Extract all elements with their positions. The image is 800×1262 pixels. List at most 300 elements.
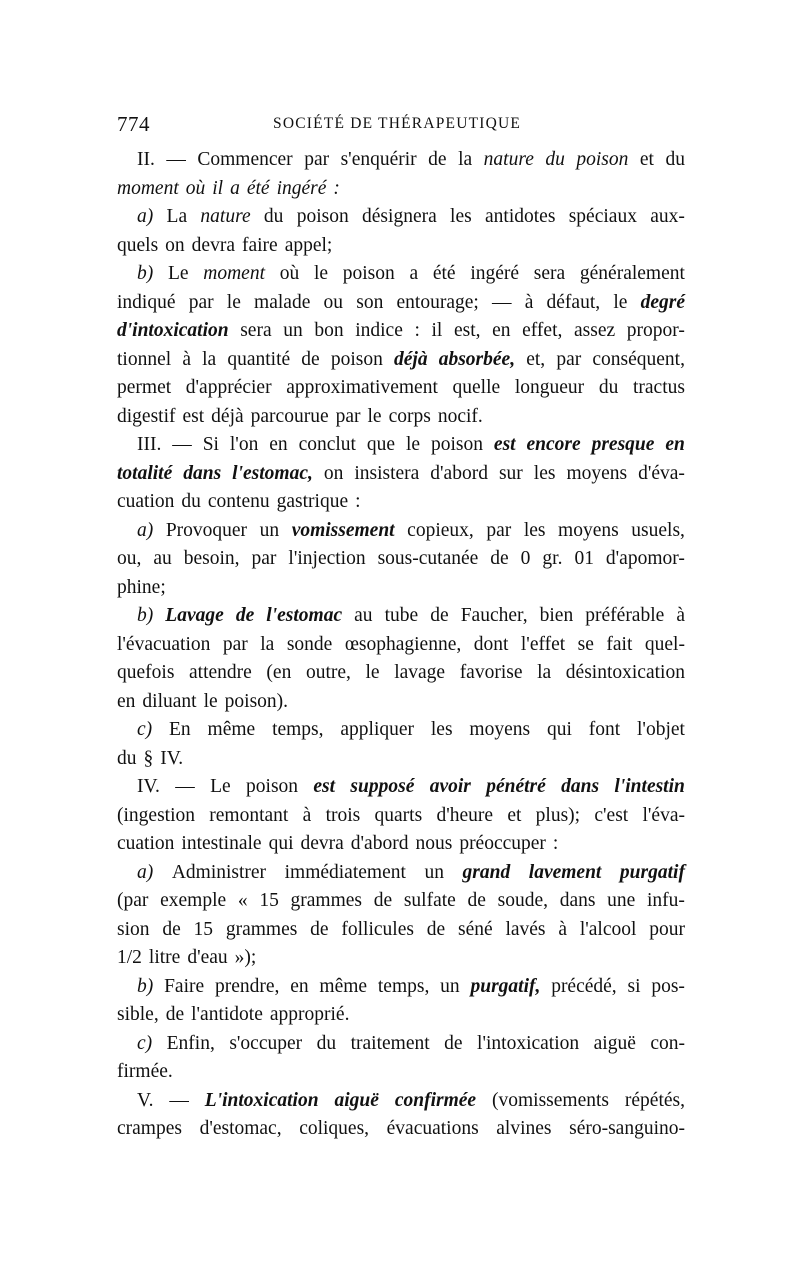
word: bon [314,320,344,341]
word: indiqué [117,291,176,313]
word: la [458,149,473,170]
word: crampes [117,1118,182,1139]
word: quefois [117,662,175,683]
word: nature [200,206,251,227]
word: sulfate [403,890,456,911]
word: son [356,291,384,313]
word: a [409,263,419,284]
word: — [175,776,195,797]
word: sible, [117,1004,159,1025]
word: d'eau [187,947,228,968]
word: temps, [272,719,324,740]
word: Faucher, [460,605,528,626]
word: en [269,434,288,455]
word: sonde [286,633,333,655]
word: défaut, [546,291,601,313]
word: con- [650,1032,685,1054]
word: en [290,975,309,997]
word: ou [323,291,344,313]
word: l'alcool [579,918,637,940]
word: le [365,662,380,683]
word: même [319,975,368,997]
text-line [117,460,685,489]
word: outre, [305,662,351,683]
word: 01 [574,548,594,569]
word: se [577,633,594,655]
text-line [117,289,685,318]
word: à [558,918,567,940]
word: Administrer [171,861,267,883]
word: § [143,747,154,769]
word: du [263,206,284,227]
word: traitement [350,1032,430,1054]
word: l'évacuation [117,633,211,655]
text-line [117,1087,685,1116]
text-line [117,203,685,232]
word: malade [254,291,311,313]
word: Enfin, [166,1032,215,1054]
word: que [366,434,396,455]
word: désintoxication [565,662,685,683]
word: poison [342,263,395,284]
word: insistera [354,462,420,484]
word: le [313,263,329,284]
word: conclut [298,434,356,455]
word: assez [573,320,616,341]
word: En [169,719,191,740]
word: déjà [211,405,244,427]
text-line [117,944,685,973]
word: c'est [594,804,629,826]
word: degré [640,291,685,313]
text-line [117,574,685,603]
word: l'éva- [642,804,685,826]
text-line [117,346,685,375]
word: par [222,633,248,655]
word: devra [191,234,235,256]
word: grammes [225,918,298,940]
word: « [237,890,248,911]
word: pénétré [486,776,546,797]
word: 0 [520,548,531,569]
word: désignera [362,206,437,227]
word: remontant [209,804,289,826]
word: avoir [429,776,471,797]
word: à [302,804,312,826]
word: indice [355,320,403,341]
word: poison [296,206,349,227]
word: et [639,149,654,170]
word: aiguë [593,1032,636,1054]
text-line [117,1030,685,1059]
word: le [226,291,241,313]
word: s'enquérir [340,149,417,170]
word: la [260,633,275,655]
text-line [117,773,685,802]
word: trois [325,804,361,826]
word: l'estomac [266,605,343,626]
word: a) [137,519,154,541]
word: sion [117,918,150,940]
word: où [279,263,300,284]
text-line [117,887,685,916]
word: ingéré [276,177,327,199]
word: plus); [535,804,581,826]
word: II. [137,149,155,170]
page-number: 774 [117,112,150,136]
word: moyens [558,519,619,541]
text-line [117,1058,685,1087]
word: Provoquer [165,519,248,541]
word: de [310,918,329,940]
word: par [251,548,277,569]
text-line [117,688,685,717]
word: lavage [394,662,446,683]
word: Commencer [197,149,293,170]
word: d'heure [436,804,494,826]
word: préférable [585,605,665,626]
word: il [431,320,443,341]
word: sera [533,263,566,284]
word: b) [137,605,154,626]
word: s'occuper [229,1032,303,1054]
word: — [172,434,192,455]
word: — [492,291,512,313]
word: dont [473,633,509,655]
word: quantité [227,348,291,370]
word: nature [483,149,534,170]
text-line [117,973,685,1002]
word: une [607,890,636,911]
text-line [117,232,685,261]
word: du [181,491,201,512]
word: par [335,405,361,427]
word: d'apomor- [605,548,685,569]
word: encore [526,434,581,455]
word: d'apprécier [185,377,272,398]
word: b) [137,975,154,997]
word: poison [330,348,383,370]
word: le [405,434,421,455]
word: est [493,434,516,455]
word: préoccuper [459,833,546,854]
word: bien [539,605,574,626]
word: un [283,320,303,341]
word: devra [300,833,344,854]
word: l'injection [288,548,366,569]
word: coliques, [299,1118,370,1139]
text-line [117,745,685,774]
word: au [354,605,373,626]
word: en [665,434,685,455]
word: précédé, [551,975,617,997]
word: grammes [290,890,363,911]
word: le [367,405,382,427]
word: effet, [522,320,563,341]
word: de [444,1032,463,1054]
word: spéciaux [568,206,637,227]
word: l'antidote [191,1004,263,1025]
word: a [230,177,240,199]
word: lavés [505,918,546,940]
word: III. [137,434,162,455]
word: d'abord [430,462,488,484]
word: est [313,776,336,797]
word: généralement [579,263,685,284]
word: nocif. [437,405,483,427]
word: et, [526,348,546,370]
text-line [117,317,685,346]
word: du [665,149,685,170]
word: copieux, [407,519,474,541]
word: quarts [374,804,423,826]
word: prendre, [214,975,280,997]
word: à [524,291,534,313]
word: d'éva- [638,462,685,484]
word: cuation [117,833,175,854]
word: presque [591,434,655,455]
word: d'estomac, [199,1118,282,1139]
word: pos- [651,975,685,997]
word: d'intoxication [117,320,229,341]
word: parcourue [250,405,329,427]
word: l'objet [637,719,685,740]
word: dans [559,890,596,911]
word: contenu [207,491,270,512]
word: confirmée [394,1089,477,1111]
word: permet [117,377,172,398]
word: l'intestin [614,776,685,797]
word: les [430,719,453,740]
word: et [507,804,522,826]
word: on [165,234,185,256]
text-line [117,260,685,289]
word: diluant [142,690,197,712]
word: corps [388,405,431,427]
word: les [450,206,472,227]
word: poison [430,434,483,455]
word: de [373,890,393,911]
word: attendre [189,662,252,683]
word: aux- [650,206,685,227]
word: gr. [542,548,563,569]
word: on [323,462,344,484]
word: aiguë [334,1089,379,1111]
word: de [467,890,486,911]
word: un [440,975,460,997]
word: sur [498,462,523,484]
word: dans [183,462,222,484]
word: supposé [350,776,415,797]
word: quels [117,234,159,256]
word: ou, [117,548,142,569]
word: poison). [224,690,289,712]
word: firmée. [117,1061,173,1082]
word: par [486,519,512,541]
word: phine; [117,576,166,598]
word: absorbée, [438,348,516,370]
word: par [188,291,214,313]
word: moyens [469,719,531,740]
word: de [428,149,447,170]
word: usuels, [631,519,685,541]
word: litre [148,947,181,968]
word: approximativement [286,377,438,398]
word: b) [137,263,154,284]
word: où [185,177,206,199]
word: les [533,462,556,484]
word: poison [576,149,629,170]
word: purgatif, [470,975,541,997]
word: en [492,320,511,341]
word: de [430,605,449,626]
word: quel- [644,633,685,655]
word: : [414,320,420,341]
word: de [235,605,255,626]
word: la [537,662,552,683]
word: moyens [566,462,628,484]
word: un [424,861,444,883]
word: appliquer [340,719,415,740]
word: faire [241,234,278,256]
word: follicules [341,918,414,940]
text-line [117,830,685,859]
word: digestif [117,405,176,427]
word: — [166,149,186,170]
book-page [117,112,685,1144]
word: conséquent, [592,348,685,370]
word: à [676,605,685,626]
text-line [117,916,685,945]
word: : [333,177,340,199]
word: du [598,377,619,398]
word: soude, [497,890,548,911]
word: tionnel [117,348,172,370]
word: alvines [496,1118,552,1139]
word: — [169,1089,189,1111]
text-line [117,802,685,831]
word: l'on [229,434,259,455]
word: dans [561,776,600,797]
word: il [212,177,224,199]
word: cuation [117,491,175,512]
word: approprié. [269,1004,350,1025]
word: (en [266,662,292,683]
word: entourage; [396,291,479,313]
word: La [166,206,188,227]
word: en [117,690,136,712]
word: antidotes [485,206,556,227]
word: moment [117,177,179,199]
word: de [301,348,320,370]
word: été [432,263,456,284]
word: pour [649,918,685,940]
word: même [207,719,256,740]
text-line [117,659,685,688]
text-line [117,175,685,204]
word: : [355,491,361,512]
word: temps, [377,975,430,997]
word: Le [167,263,189,284]
word: de [162,918,181,940]
word: déjà [394,348,428,370]
word: a) [137,206,154,227]
word: l'intoxication [477,1032,580,1054]
word: du [316,1032,337,1054]
text-line [117,859,685,888]
word: IV. [137,776,160,797]
word: par [304,149,330,170]
word: de [490,548,509,569]
word: séro-sanguino- [569,1118,685,1139]
word: favorise [459,662,523,683]
word: (par [117,890,149,911]
text-line [117,146,685,175]
word: IV. [160,747,184,769]
word: besoin, [183,548,240,569]
word: les [523,519,546,541]
word: évacuations [386,1118,479,1139]
word: été [246,177,270,199]
word: la [202,348,217,370]
word: moment [203,263,266,284]
text-line [117,1115,685,1144]
word: c) [137,1032,153,1054]
word: vomissement [291,519,395,541]
text-line [117,517,685,546]
word: sera [240,320,272,341]
word: par [556,348,582,370]
word: du [117,747,137,769]
text-line [117,545,685,574]
page-header [117,112,685,146]
word: Le [210,776,231,797]
text-line [117,602,685,631]
word: Si [202,434,219,455]
word: fait [606,633,633,655]
word: V. [137,1089,154,1111]
text-line [117,716,685,745]
word: le [203,690,218,712]
word: totalité [117,462,173,484]
word: infu- [647,890,685,911]
text-line [117,374,685,403]
word: œsophagienne, [344,633,462,655]
word: (vomissements [491,1089,609,1111]
word: d'abord [350,833,409,854]
word: : [552,833,559,854]
word: appel; [284,234,333,256]
word: est, [453,320,481,341]
word: le [613,291,628,313]
word: est [182,405,205,427]
word: intestinale [181,833,262,854]
word: lavement [528,861,602,883]
word: c) [137,719,153,740]
word: au [153,548,172,569]
word: 15 [259,890,279,911]
word: du [545,149,565,170]
word: séné [457,918,493,940]
word: L'intoxication [204,1089,319,1111]
text-line [117,1001,685,1030]
word: sous-cutanée [377,548,479,569]
word: grand [462,861,511,883]
word: ingéré [470,263,520,284]
word: un [259,519,280,541]
text-line [117,431,685,460]
word: 1/2 [117,947,142,968]
